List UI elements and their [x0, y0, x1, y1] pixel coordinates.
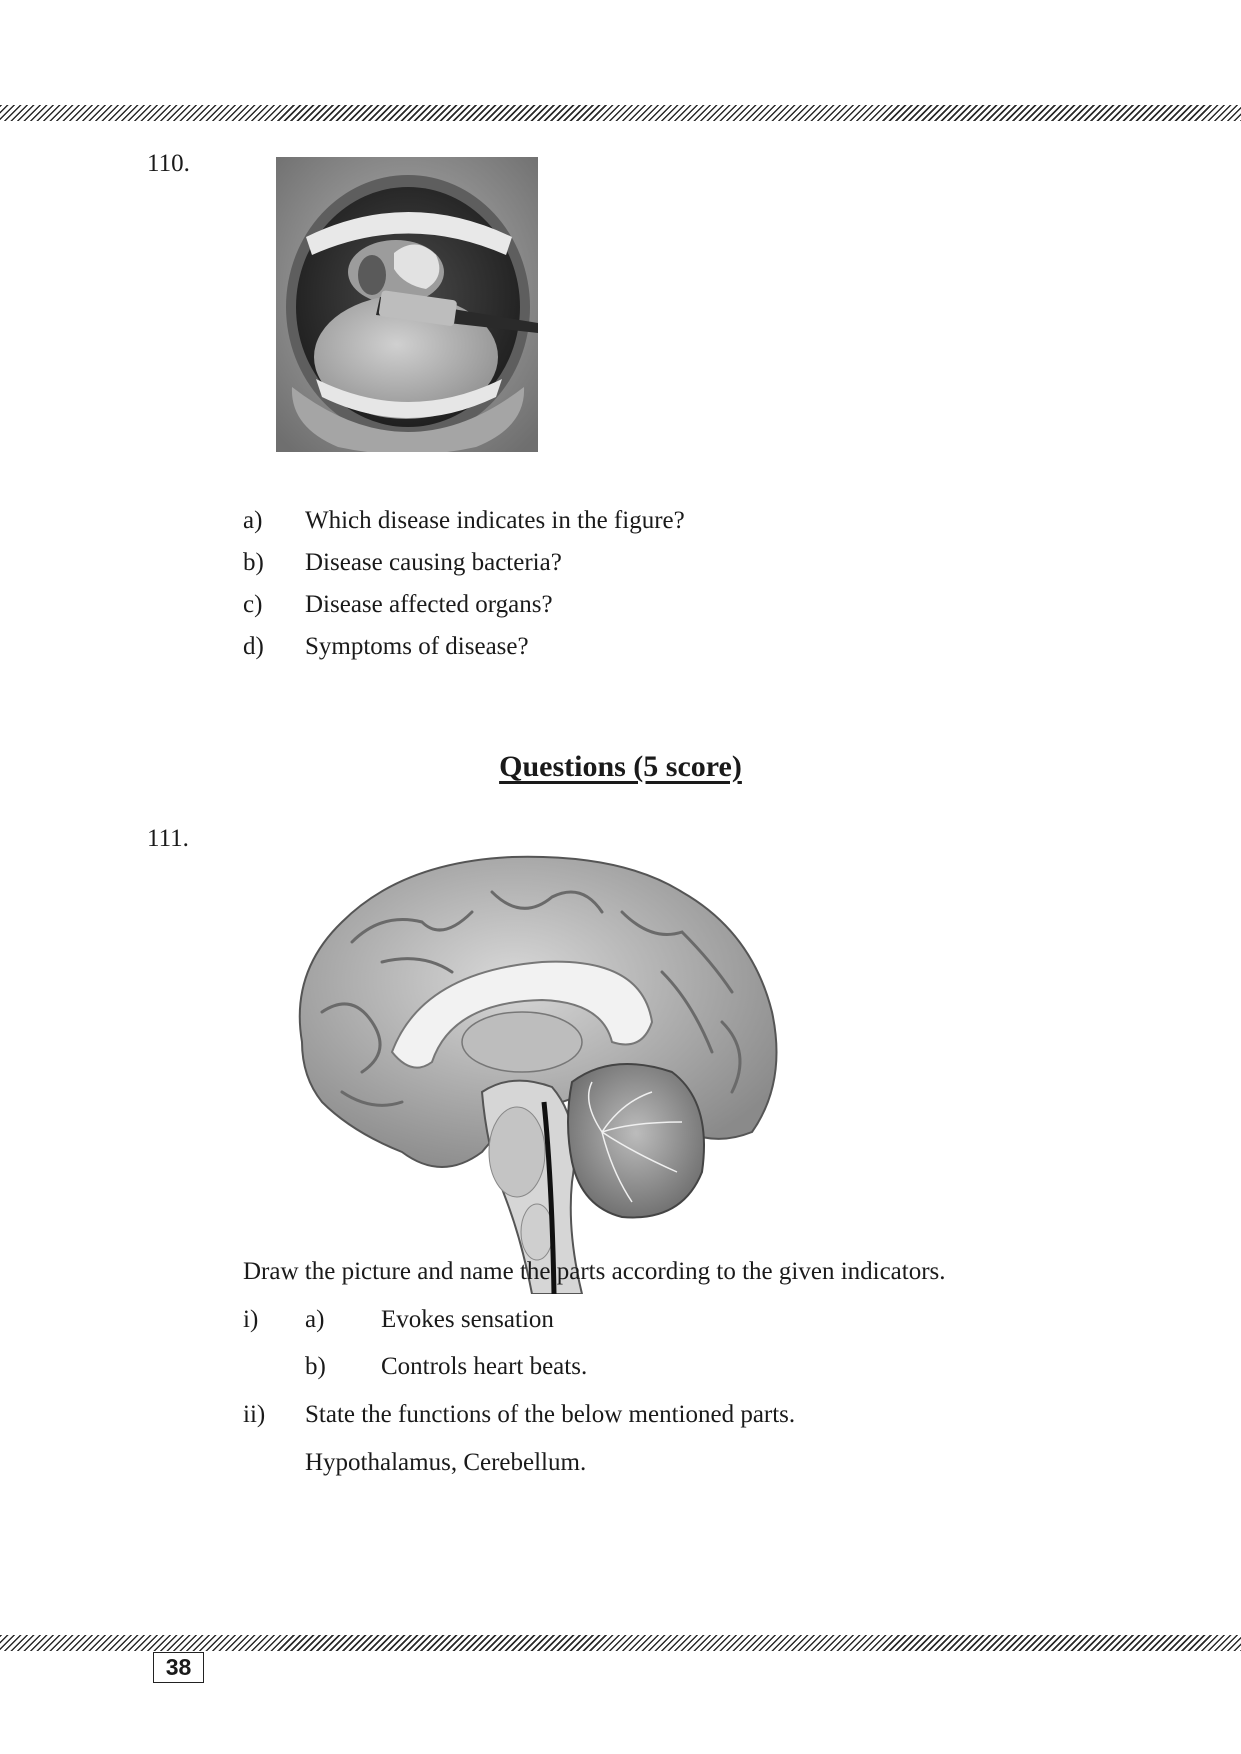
item-text: Evokes sensation: [381, 1306, 554, 1333]
page-number: 38: [153, 1652, 204, 1683]
question-110-number: 110.: [147, 150, 190, 177]
item-label: c): [243, 591, 263, 618]
item-text: Which disease indicates in the figure?: [305, 507, 685, 534]
item-label: a): [243, 507, 263, 534]
item-text: Controls heart beats.: [381, 1353, 588, 1380]
part-ii-text: State the functions of the below mentioned parts.: [305, 1401, 796, 1428]
part-i-label: i): [243, 1306, 259, 1333]
section-heading-text: Questions (5 score): [499, 750, 742, 783]
bottom-hatched-border: [0, 1635, 1241, 1651]
part-ii-label: ii): [243, 1401, 266, 1428]
item-label: b): [243, 549, 264, 576]
item-text: Disease affected organs?: [305, 591, 553, 618]
parts-list-text: Hypothalamus, Cerebellum.: [305, 1449, 587, 1476]
brain-diagram: [282, 852, 802, 1294]
item-text: Disease causing bacteria?: [305, 549, 562, 576]
instruction-text: Draw the picture and name the parts according to the given indicators.: [243, 1258, 946, 1285]
section-heading: [0, 750, 1241, 784]
item-label: d): [243, 633, 264, 660]
top-hatched-border: [0, 105, 1241, 121]
question-111-number: 111.: [147, 825, 189, 852]
throat-photo: [276, 157, 538, 452]
item-text: Symptoms of disease?: [305, 633, 529, 660]
item-label: b): [305, 1353, 326, 1380]
item-label: a): [305, 1306, 325, 1333]
